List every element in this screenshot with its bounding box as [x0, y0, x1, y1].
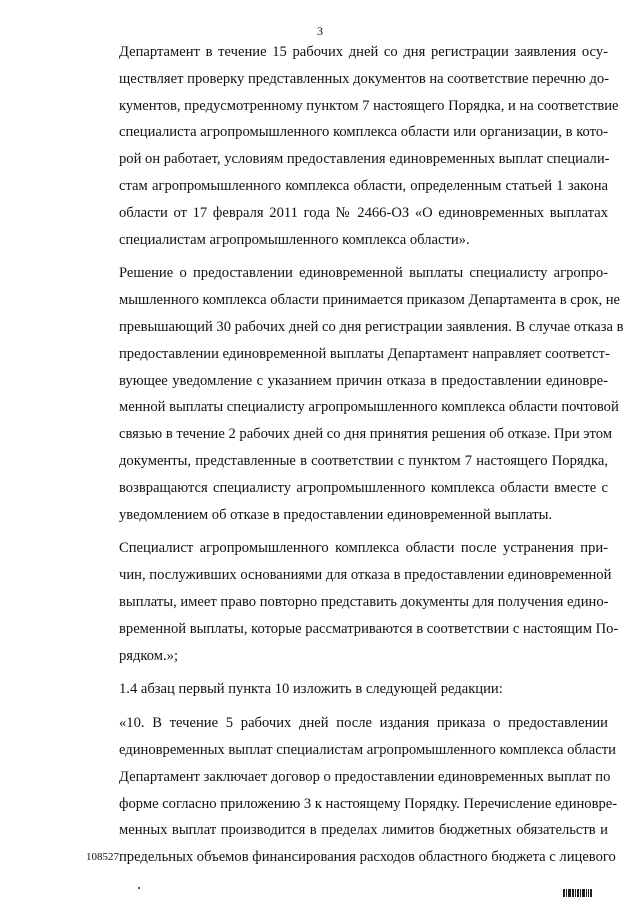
text-line: кументов, предусмотренному пунктом 7 настоящего Порядка, и на соответствие: [119, 97, 619, 114]
text-line: ществляет проверку представленных документов на соответствие перечню до-: [119, 70, 610, 87]
text-line: рядком.»;: [119, 647, 179, 664]
text-line: специалиста агропромышленного комплекса области или организации, в кото-: [119, 124, 608, 141]
text-line: чин, послуживших основаниями для отказа в предоставлении единовременной: [119, 567, 612, 584]
text-line: связью в течение 2 рабочих дней со дня принятия решения об отказе. При этом: [119, 426, 612, 443]
text-line: предельных объемов финансирования расходов областного бюджета с лицевого: [119, 849, 616, 866]
paragraph: [86, 260, 624, 528]
page-number: 3: [317, 24, 323, 38]
paragraph: [86, 39, 619, 253]
text-line: специалистам агропромышленного комплекса области».: [119, 231, 470, 248]
paragraph: [86, 535, 619, 669]
text-line: уведомлением об отказе в предоставлении единовременной выплаты.: [119, 506, 553, 523]
text-line: Решение о предоставлении единовременной выплаты специалисту агропро-: [119, 265, 608, 282]
paragraph: [86, 710, 618, 871]
text-line: рой он работает, условиям предоставления единовременных выплат специали-: [119, 151, 610, 168]
document-body: [86, 39, 624, 871]
text-line: менных выплат производится в пределах лимитов бюджетных обязательств и: [119, 822, 608, 839]
text-line: 1.4 абзац первый пункта 10 изложить в следующей редакции:: [119, 681, 503, 698]
barcode-mark: [563, 889, 592, 897]
text-line: предоставлении единовременной выплаты Департамент направляет соответст-: [119, 345, 610, 362]
text-line: превышающий 30 рабочих дней со дня регистрации заявления. В случае отказа в: [119, 318, 624, 335]
text-line: форме согласно приложению 3 к настоящему Порядку. Перечисление единовре-: [119, 795, 618, 812]
text-line: возвращаются специалисту агропромышленного комплекса области вместе с: [119, 479, 608, 496]
text-line: выплаты, имеет право повторно представить документы для получения едино-: [119, 593, 609, 610]
text-line: менной выплаты специалисту агропромышленного комплекса области почтовой: [119, 399, 619, 416]
text-line: вующее уведомление с указанием причин отказа в предоставлении единовре-: [119, 372, 608, 389]
text-line: области от 17 февраля 2011 года № 2466-ОЗ «О единовременных выплатах: [119, 204, 608, 221]
text-line: Департамент в течение 15 рабочих дней со дня регистрации заявления осу-: [119, 44, 608, 60]
document-code: 108527: [86, 851, 119, 863]
text-line: мышленного комплекса области принимается приказом Департамента в срок, не: [119, 292, 621, 309]
paragraph: [86, 676, 608, 703]
text-line: Специалист агропромышленного комплекса области после устранения при-: [119, 540, 608, 557]
text-line: Департамент заключает договор о предоставлении единовременных выплат по: [119, 768, 611, 785]
text-line: временной выплаты, которые рассматриваются в соответствии с настоящим По-: [119, 620, 619, 637]
scan-speck: [138, 887, 140, 889]
text-line: стам агропромышленного комплекса области, определенным статьей 1 закона: [119, 177, 608, 194]
text-line: «10. В течение 5 рабочих дней после издания приказа о предоставлении: [119, 715, 608, 732]
text-line: единовременных выплат специалистам агропромышленного комплекса области: [119, 741, 616, 758]
text-line: документы, представленные в соответствии с пунктом 7 настоящего Порядка,: [119, 452, 608, 469]
